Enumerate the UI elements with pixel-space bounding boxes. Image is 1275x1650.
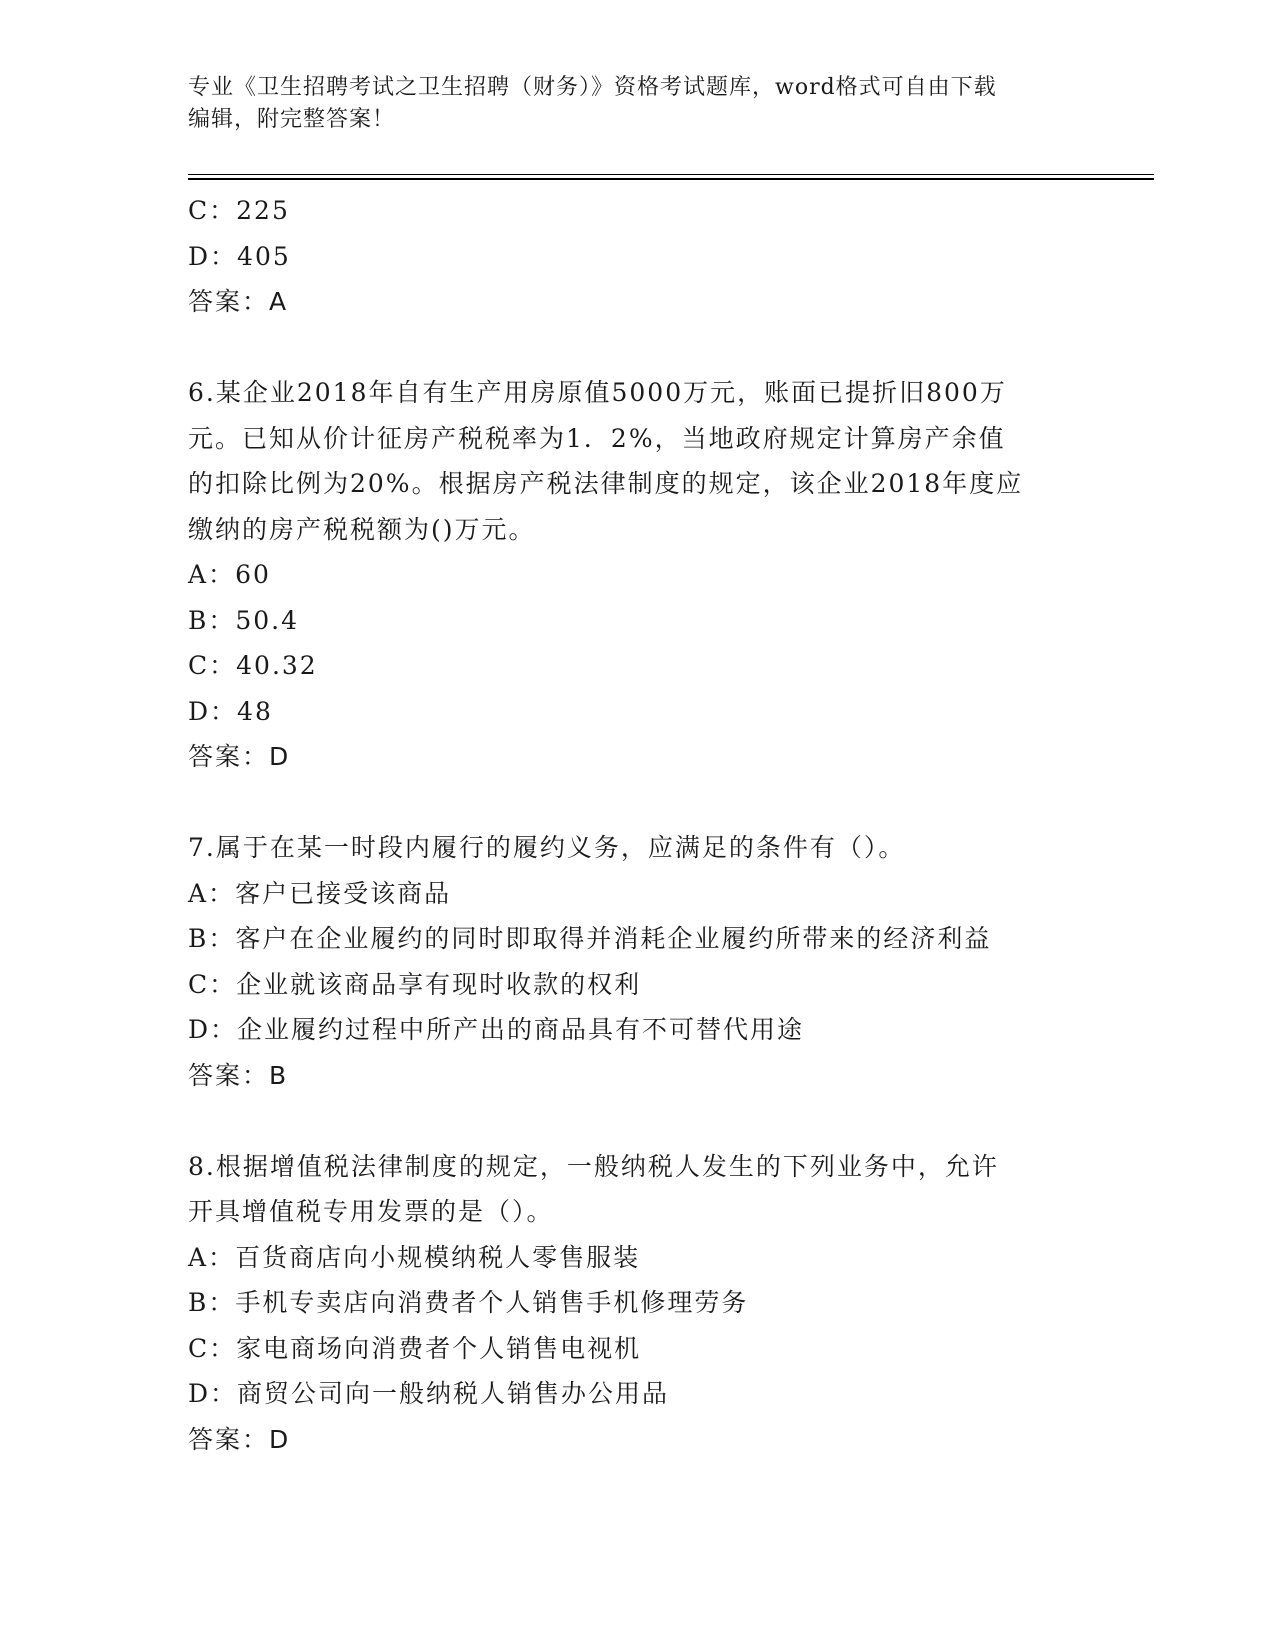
question-8 bbox=[188, 1144, 1088, 1463]
question-6-stem-line-4: 缴纳的房产税税额为()万元。 bbox=[188, 514, 536, 544]
header-line-2: 编辑，附完整答案！ bbox=[188, 107, 396, 132]
question-6-stem-line-2: 元。已知从价计征房产税税率为1．2%，当地政府规定计算房产余值 bbox=[188, 423, 1006, 453]
question-8-stem-line-2: 开具增值税专用发票的是（）。 bbox=[188, 1197, 554, 1226]
spacer bbox=[188, 780, 1088, 826]
option-c: C：家电商场向消费者个人销售电视机 bbox=[188, 1333, 642, 1363]
answer-line: 答案：D bbox=[188, 742, 291, 771]
option-d: D：405 bbox=[188, 241, 291, 271]
answer-line: 答案：D bbox=[188, 1424, 291, 1454]
option-c: C：40.32 bbox=[188, 651, 318, 680]
option-a: A：客户已接受该商品 bbox=[188, 878, 452, 908]
question-7-stem-line-1: 7.属于在某一时段内履行的履约义务，应满足的条件有（）。 bbox=[188, 833, 906, 862]
option-c: C：225 bbox=[188, 196, 290, 225]
option-a: A：60 bbox=[188, 560, 271, 589]
question-8-stem-line-1: 8.根据增值税法律制度的规定，一般纳税人发生的下列业务中，允许 bbox=[188, 1151, 999, 1181]
header-rule-thin bbox=[188, 174, 1154, 175]
question-7 bbox=[188, 825, 1088, 1098]
question-6-stem-line-1: 6.某企业2018年自有生产用房原值5000万元，账面已提折旧800万 bbox=[188, 378, 1007, 407]
spacer bbox=[188, 1098, 1088, 1144]
option-d: D：企业履约过程中所产出的商品具有不可替代用途 bbox=[188, 1015, 805, 1044]
option-b: B：客户在企业履约的同时即取得并消耗企业履约所带来的经济利益 bbox=[188, 924, 992, 953]
header-rule-thick bbox=[188, 178, 1154, 180]
option-b: B：手机专卖店向消费者个人销售手机修理劳务 bbox=[188, 1288, 749, 1317]
answer-line: 答案：A bbox=[188, 287, 289, 316]
option-a: A：百货商店向小规模纳税人零售服装 bbox=[188, 1242, 641, 1272]
header-line-1: 专业《卫生招聘考试之卫生招聘（财务）》资格考试题库，word格式可自由下载 bbox=[188, 75, 997, 100]
option-d: D：48 bbox=[188, 696, 273, 726]
question-6-stem-line-3: 的扣除比例为20%。根据房产税法律制度的规定，该企业2018年度应 bbox=[188, 469, 1024, 498]
option-b: B：50.4 bbox=[188, 605, 300, 635]
option-d: D：商贸公司向一般纳税人销售办公用品 bbox=[188, 1379, 670, 1408]
spacer bbox=[188, 325, 1088, 371]
prev-question-block bbox=[188, 188, 1088, 325]
document-header bbox=[188, 72, 1088, 136]
question-content bbox=[188, 188, 1088, 1462]
answer-line: 答案：B bbox=[188, 1060, 289, 1090]
question-6 bbox=[188, 370, 1088, 780]
option-c: C：企业就该商品享有现时收款的权利 bbox=[188, 969, 642, 999]
